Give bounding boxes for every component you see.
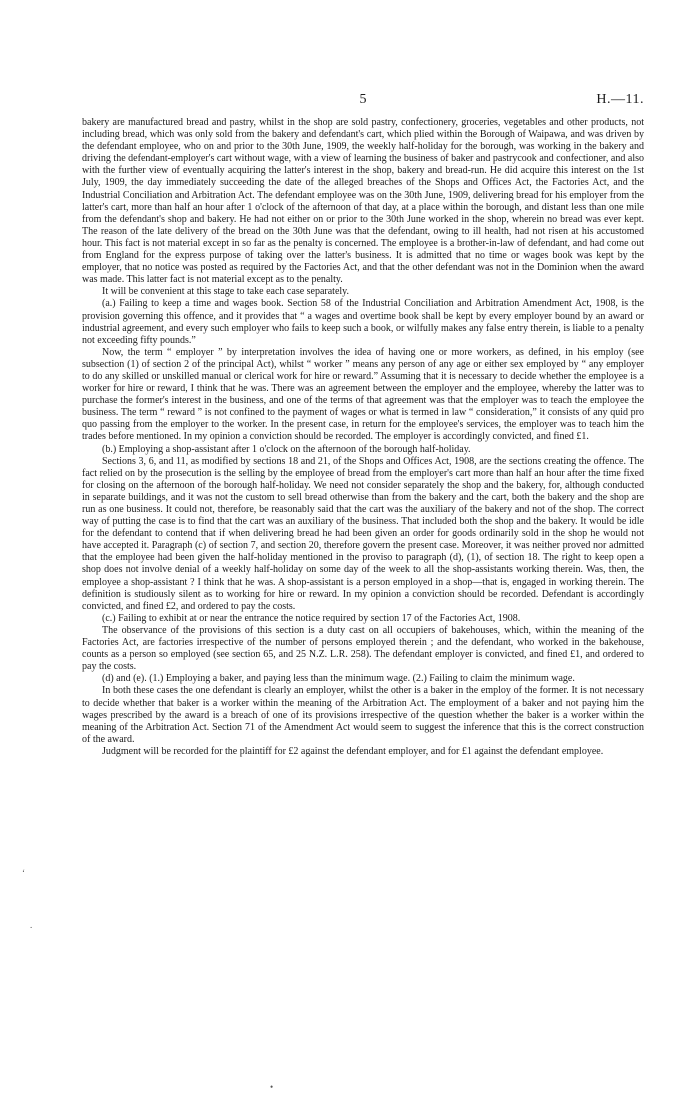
paragraph: Now, the term “ employer ” by interpretation involves the idea of having one or more workers, as defined, in his employ (see subsection (1) of section 2 of the principal Act), whilst “ worker ” means any person of any age or either sex employed by “ any employer to do any skilled or unskilled manual or clerical work for hire or reward.” Assuming that it is necessary to decide whether the employee is a worker for hire or reward, I think that he was. There was an agreement between the employer and the employee, whereby the latter was to purchase the former's interest in the business, and one of the terms of that agreement was that the employer was to teach the employee the business. The term “ reward ” is not confined to the payment of wages or what is termed in law “ consideration,” it consists of any quid pro quo passing from the employer to the worker. In the present case, in return for the employee's services, the employer was to teach him the trades before mentioned. In my opinion a conviction should be recorded. The employer is accordingly convicted, and fined £1.	[82, 346, 644, 443]
paragraph: (d) and (e). (1.) Employing a baker, and paying less than the minimum wage. (2.) Failing to claim the minimum wage.	[102, 673, 575, 685]
margin-mark: .	[30, 920, 33, 930]
paragraph: (b.) Employing a shop-assistant after 1 o'clock on the afternoon of the borough half-holiday.	[102, 443, 471, 455]
page-number: 5	[359, 92, 367, 107]
margin-mark: ‘	[22, 868, 25, 878]
paragraph: In both these cases the one defendant is clearly an employer, whilst the other is a baker in the employ of the former. It is not necessary to decide whether that baker is a worker within the meaning of the Arbitration Act. The employment of a baker and not paying him the wages prescribed by the award is a breach of one of its provisions irrespective of the question whether the baker is a worker within the meaning of the Arbitration Act. Section 71 of the Amendment Act would seem to suggest the inference that this is the correct construction of the award.	[82, 685, 644, 745]
paragraph: (c.) Failing to exhibit at or near the entrance the notice required by section 17 of the Factories Act, 1908.	[102, 612, 521, 624]
document-reference: H.—11.	[596, 92, 644, 107]
paragraph: Judgment will be recorded for the plaintiff for £2 against the defendant employer, and for £1 against the defendant employee.	[102, 745, 604, 757]
paragraph: Sections 3, 6, and 11, as modified by sections 18 and 21, of the Shops and Offices Act, 1908, are the sections creating the offence. The fact relied on by the prosecution is the selling by the employee of bread from the employer's cart more than half an hour after the time fixed for closing on the afternoon of the borough half-holiday. We need not consider separately the shop and the bakery, for, although conducted in separate buildings, and it was not the custom to sell bread otherwise than from the bakery and the cart, both the bakery and the shop are run as one business. It could not, therefore, be reasonably said that the cart was the auxiliary of the bakery and not of the shop. The correct way of putting the case is to find that the cart was an auxiliary of the business. That included both the shop and the bakery. It would be idle for the defendant to contend that if when delivering bread he had been given an order for goods ordinarily sold in the shop he would not have accepted it. Paragraph (c) of section 7, and section 20, therefore govern the present case. Moreover, it was neither proved nor admitted that the employee had been given the half-holiday mentioned in the proviso to paragraph (d), (1), of section 18. The right to keep open a shop does not involve denial of a weekly half-holiday on some day of the week to all the shop-assistants working therein. Was, then, the employee a shop-assistant ? I think that he was. A shop-assistant is a person employed in a shop—that is, engaged in working therein. The definition is studiously silent as to working for hire or reward. In my opinion a conviction should be recorded. Defendant is accordingly convicted, and fined £2, and ordered to pay the costs.	[82, 455, 644, 612]
paragraph: It will be convenient at this stage to take each case separately.	[102, 286, 350, 298]
paragraph: The observance of the provisions of this section is a duty cast on all occupiers of bakehouses, which, within the meaning of the Factories Act, are factories irrespective of the number of persons employed therein ; and the defendant, who worked in the bakehouse, counts as a person so employed (see section 65, and 25 N.Z. L.R. 258). The defendant employer is convicted, and fined £1, and ordered to pay the costs.	[82, 624, 644, 673]
footer-mark: •	[270, 1082, 274, 1092]
page-header	[82, 92, 644, 110]
body-text	[82, 117, 644, 758]
paragraph: (a.) Failing to keep a time and wages book. Section 58 of the Industrial Conciliation and Arbitration Amendment Act, 1908, is the provision governing this offence, and it provides that “ a wages and overtime book shall be kept by every employer bound by an award or industrial agreement, and every such employer who fails to keep such a book, or wilfully makes any false entry therein, is liable to a penalty not exceeding fifty pounds.”	[82, 298, 644, 346]
paragraph: bakery are manufactured bread and pastry, whilst in the shop are sold pastry, confectionery, groceries, vegetables and other products, not including bread, which was only sold from the bakery and defendant's cart, which plied within the Borough of Waipawa, and was driven by the defendant employee, who on and prior to the 30th June, 1909, the weekly half-holiday for the borough, was working in the bakery and driving the defendant-employer's cart without wage, with a view of learning the business of baker and pastrycook and confectioner, and also with the further view of eventually acquiring the latter's interest in the shop, bakery and bread-run. He did acquire this interest on the 1st July, 1909, the day immediately succeeding the date of the alleged breaches of the Shops and Offices Act, the Factories Act, and the Industrial Conciliation and Arbitration Act. The defendant employee was on the 30th June, 1909, delivering bread for his employer from the latter's cart, more than half an hour after 1 o'clock of the afternoon of that day, at a place within the borough, and distant less than one mile from the defendant's shop and bakery. He had not either on or prior to the 30th June worked in the shop, wherein no bread was ever kept. The reason of the late delivery of the bread on the 30th June was that the defendant, owing to ill health, had not risen at his accustomed hour. This fact is not material except in so far as the penalty is concerned. The employee is a brother-in-law of defendant, and had come out from England for the express purpose of taking over the latter's business. It is admitted that no time or wages book was kept by the employer, that no notice was posted as required by the Factories Act, and that the other defendant was not in the Dominion when the award was made. This latter fact is not material except as to the penalty.	[82, 117, 644, 286]
